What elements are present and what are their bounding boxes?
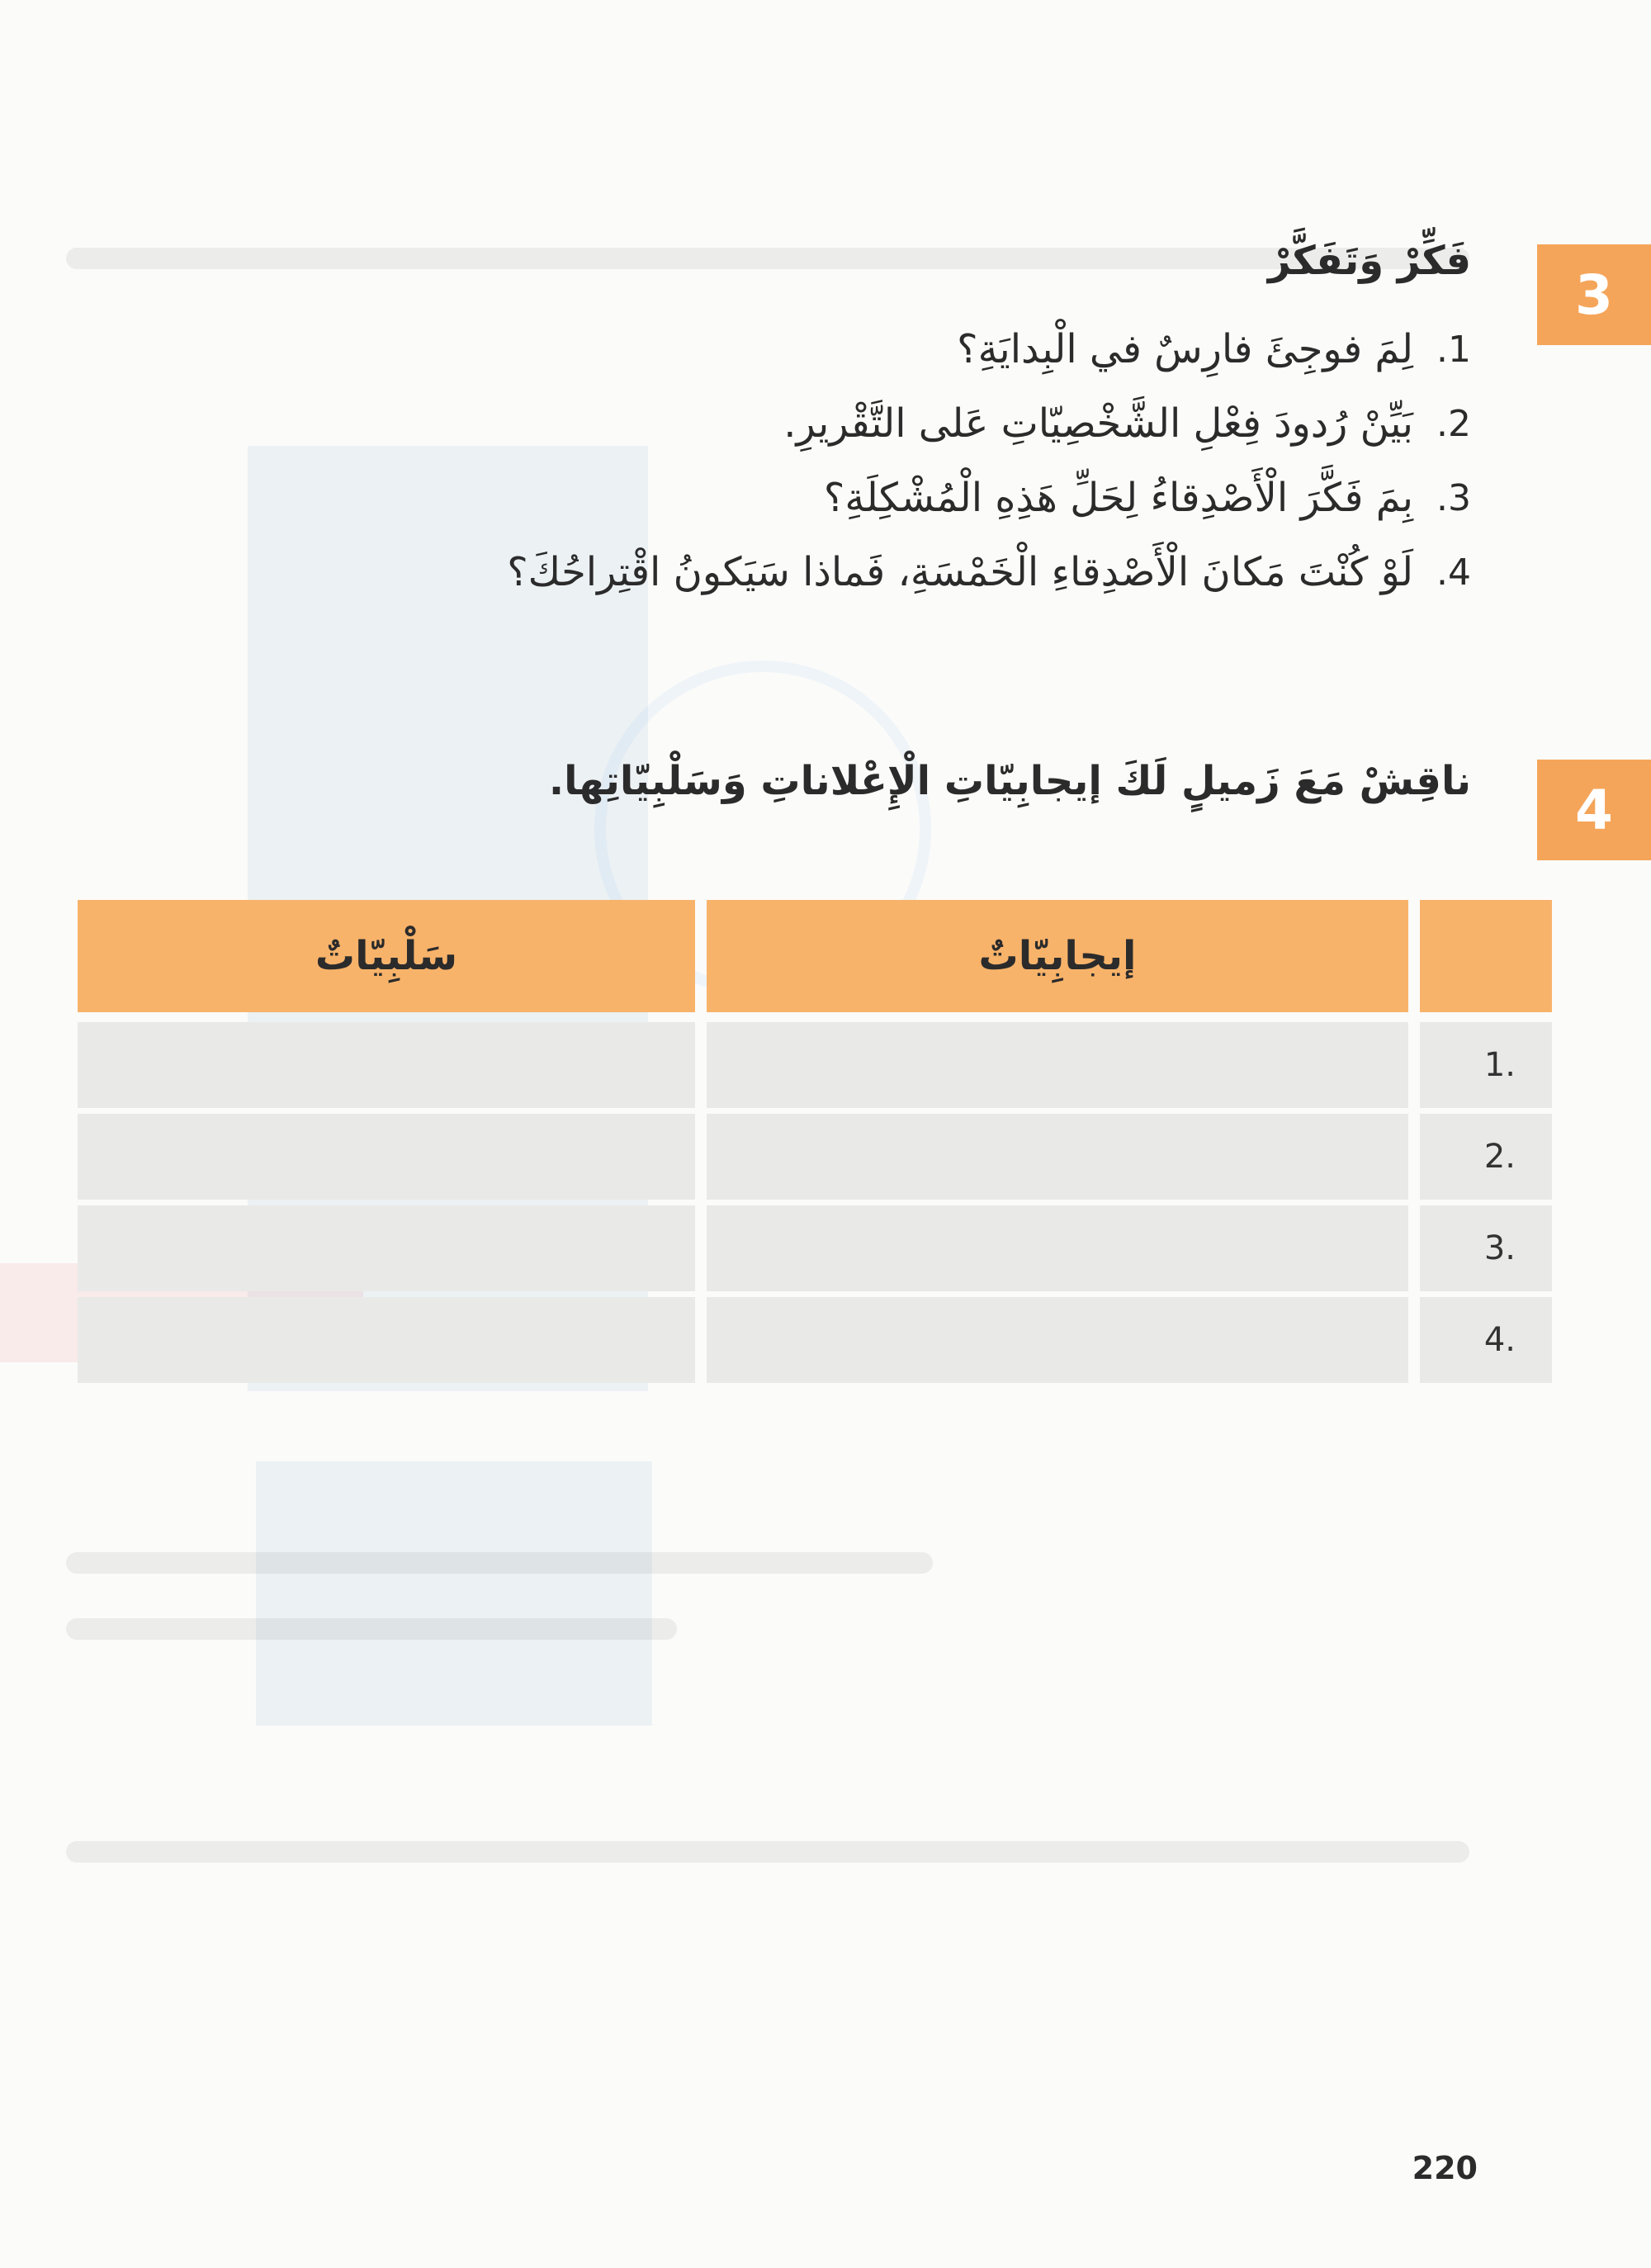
row-number: 3. bbox=[1420, 1205, 1552, 1291]
section-number-badge: 3 bbox=[1537, 244, 1651, 345]
question-text: لِمَ فوجِئَ فارِسٌ في الْبِدايَةِ؟ bbox=[957, 326, 1413, 372]
negatives-cell[interactable] bbox=[78, 1114, 695, 1200]
positives-cell[interactable] bbox=[707, 1022, 1408, 1108]
table-row bbox=[78, 1297, 1516, 1383]
question-number: 2. bbox=[1436, 402, 1471, 445]
question-item bbox=[507, 312, 1471, 386]
page-number: 220 bbox=[1412, 2150, 1478, 2186]
bleed-through-text-line bbox=[66, 1841, 1469, 1863]
bleed-through-text-line bbox=[66, 1552, 933, 1574]
negatives-cell[interactable] bbox=[78, 1297, 695, 1383]
question-text: بِمَ فَكَّرَ الْأَصْدِقاءُ لِحَلِّ هَذِهِ الْمُشْكِلَةِ؟ bbox=[823, 475, 1413, 521]
row-number: 1. bbox=[1420, 1022, 1552, 1108]
question-number: 4. bbox=[1436, 551, 1471, 594]
table-row bbox=[78, 1022, 1516, 1108]
negatives-cell[interactable] bbox=[78, 1205, 695, 1291]
table-row bbox=[78, 1114, 1516, 1200]
negatives-cell[interactable] bbox=[78, 1022, 695, 1108]
row-number: 4. bbox=[1420, 1297, 1552, 1383]
question-number: 3. bbox=[1436, 476, 1471, 519]
positives-cell[interactable] bbox=[707, 1114, 1408, 1200]
question-text: بَيِّنْ رُدودَ فِعْلِ الشَّخْصِيّاتِ عَلى التَّقْريرِ. bbox=[783, 400, 1413, 447]
section-heading: ناقِشْ مَعَ زَميلٍ لَكَ إيجابِيّاتِ الْإِعْلاناتِ وَسَلْبِيّاتِها. bbox=[548, 758, 1471, 804]
question-text: لَوْ كُنْتَ مَكانَ الْأَصْدِقاءِ الْخَمْسَةِ، فَماذا سَيَكونُ اقْتِراحُكَ؟ bbox=[507, 549, 1413, 595]
number-header bbox=[1420, 900, 1552, 1012]
table-header-row bbox=[78, 900, 1471, 1012]
section-heading: فَكِّرْ وَتَفَكَّرْ bbox=[1267, 238, 1471, 284]
question-item bbox=[507, 461, 1471, 535]
bleed-through-text-line bbox=[66, 248, 1469, 269]
positives-header: إيجابِيّاتٌ bbox=[707, 900, 1408, 1012]
bleed-through-text-line bbox=[66, 1618, 677, 1640]
question-item bbox=[507, 535, 1471, 609]
question-number: 1. bbox=[1436, 328, 1471, 371]
question-list bbox=[507, 312, 1471, 609]
negatives-header: سَلْبِيّاتٌ bbox=[78, 900, 695, 1012]
table-row bbox=[78, 1205, 1516, 1291]
bleed-through-image-bottom bbox=[256, 1461, 652, 1726]
row-number: 2. bbox=[1420, 1114, 1552, 1200]
section-number-badge: 4 bbox=[1537, 760, 1651, 860]
positives-cell[interactable] bbox=[707, 1205, 1408, 1291]
positives-cell[interactable] bbox=[707, 1297, 1408, 1383]
question-item bbox=[507, 386, 1471, 461]
